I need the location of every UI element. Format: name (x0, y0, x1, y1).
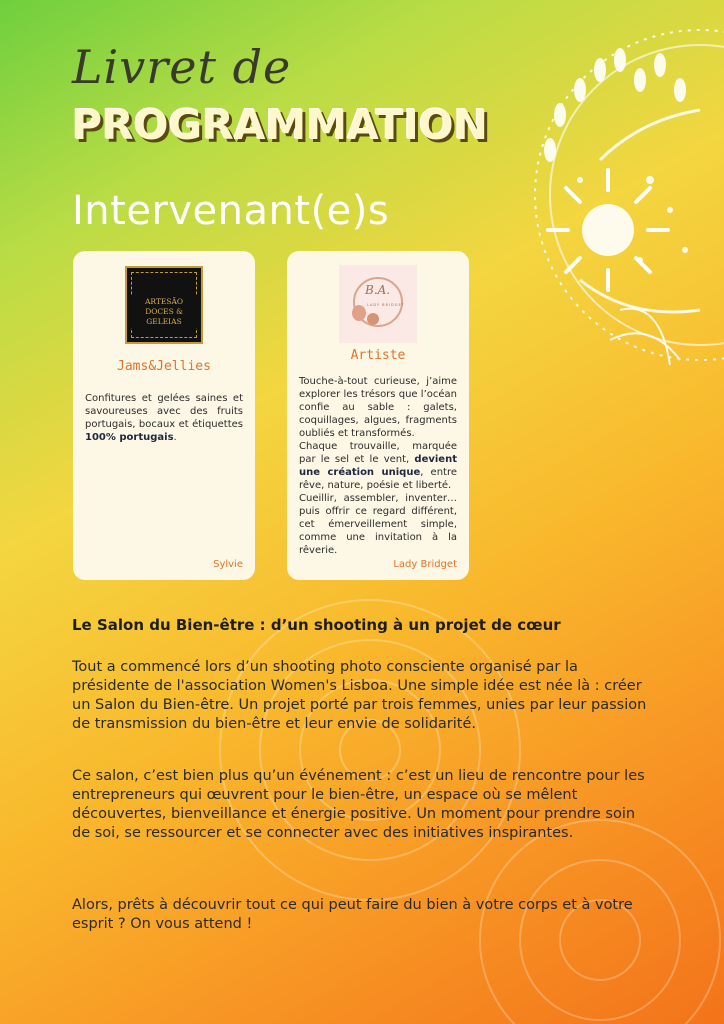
description-bold: 100% portugais (85, 432, 174, 443)
description-text: Chaque trouvaille, marquée par le sel et le vent, (299, 441, 457, 465)
speaker-description (85, 392, 243, 444)
logo-text-line2: DOCES & GELEIAS (145, 307, 183, 326)
tree-of-life-mandala-icon (520, 20, 724, 365)
lady-bridget-logo-icon (339, 265, 417, 343)
description-text: Confitures et gelées saines et savoureuses avec des fruits portugais, bocaux et étiquettes (85, 393, 243, 430)
article-title: Le Salon du Bien-être : d’un shooting à un projet de cœur (72, 616, 561, 634)
description-paragraph: Touche-à-tout curieuse, j’aime explorer les trésors que l’océan confie au sable : galets, coquillages, algues, fragments oubliés et transformés. (299, 376, 457, 439)
section-title: Intervenant(e)s (72, 188, 390, 234)
booklet-script-title: Livret de (72, 40, 292, 94)
description-paragraph: Cueillir, assembler, inventer… puis offrir ce regard différent, cet émerveillement simple, comme une invitation à la rêverie. (299, 493, 457, 556)
logo-initials: B.A. (365, 283, 391, 297)
article-paragraph-2: Ce salon, c’est bien plus qu’un événement : c’est un lieu de rencontre pour les entrepreneurs qui œuvrent pour le bien-être, un espace où se mêlent découvertes, bienveillance et énergie positive. Un moment pour prendre soin de soi, se ressourcer et se connecter avec des initiatives inspirantes. (72, 768, 645, 841)
description-end: . (173, 432, 177, 443)
logo-blob (352, 305, 366, 321)
speaker-signature: Sylvie (213, 559, 243, 570)
artesao-logo-icon (125, 266, 203, 344)
logo-text (127, 296, 201, 328)
speaker-name: Artiste (350, 348, 406, 363)
logo-brand: LADY BRIDGET (367, 303, 405, 307)
booklet-main-title: PROGRAMMATION (72, 101, 488, 149)
speaker-name: Jams&Jellies (117, 359, 211, 374)
article-paragraph-1: Tout a commencé lors d’un shooting photo consciente organisé par la présidente de l'association Women's Lisboa. Une simple idée est née là : créer un Salon du Bien-être. Un projet porté par trois femmes, unies par leur passion de transmission du bien-être et leur envie de solidarité. (72, 659, 647, 732)
logo-text-line1: ARTESÃO (144, 297, 184, 306)
description-text: , entre rêve, nature, poésie et liberté. (299, 467, 458, 491)
speaker-description (299, 375, 457, 557)
speaker-card-jams-jellies (73, 251, 255, 580)
article-paragraph-3: Alors, prêts à découvrir tout ce qui peut faire du bien à votre corps et à votre esprit ? On vous attend ! (72, 897, 633, 932)
logo-blob (367, 313, 379, 325)
speaker-card-artiste (287, 251, 469, 580)
description-bold: devient une création unique (299, 454, 457, 478)
description-paragraph (299, 440, 457, 492)
speaker-signature: Lady Bridget (393, 559, 457, 570)
